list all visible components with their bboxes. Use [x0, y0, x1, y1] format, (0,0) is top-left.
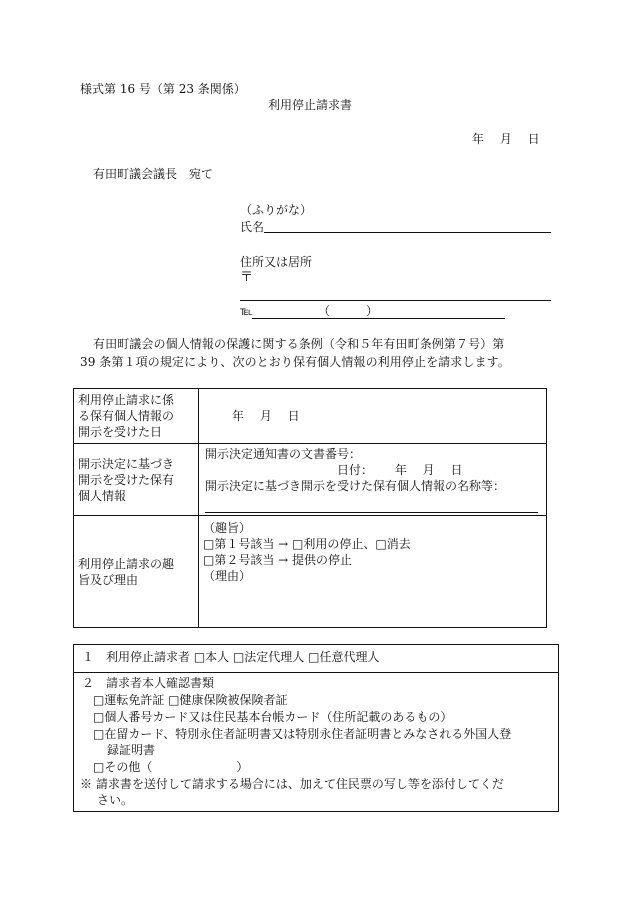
furigana-label: （ふりがな） — [240, 203, 313, 217]
id-doc-option-1[interactable]: □運転免許証 □健康保険被保険者証 — [93, 693, 288, 707]
id-doc-option-other[interactable]: □その他（ ） — [93, 760, 249, 774]
id-docs-title: ２ 請求者本人確認書類 — [82, 676, 215, 690]
id-doc-option-3[interactable]: □在留カード、特別永住者証明書又は特別永住者証明書とみなされる外国人登 — [93, 727, 512, 741]
requester-box — [73, 644, 559, 673]
page-title: 利用停止請求書 — [268, 98, 353, 112]
option-item-2[interactable]: □第２号該当 → 提供の停止 — [203, 553, 353, 567]
date-line: 年 月 日 — [472, 132, 540, 146]
form-number: 様式第 16 号（第 23 条関係） — [80, 82, 246, 96]
request-table — [73, 388, 547, 628]
id-doc-option-3-cont: 録証明書 — [107, 743, 156, 757]
address-field[interactable] — [240, 300, 551, 301]
doc-number-label: 開示決定通知書の文書番号： — [205, 447, 362, 461]
label-line: 個人情報 — [78, 488, 127, 503]
disclosed-date-value: 年 月 日 — [232, 409, 300, 423]
info-name-underline — [205, 512, 538, 513]
addressee: 有田町議会議長 宛て — [93, 167, 214, 181]
tel-field[interactable] — [252, 318, 505, 319]
label-line: 開示を受けた日 — [78, 425, 163, 439]
requester-line[interactable]: １ 利用停止請求者 □本人 □法定代理人 □任意代理人 — [82, 650, 380, 664]
table-row — [74, 444, 547, 516]
note-line-1: ※ 請求書を送付して請求する場合には、加えて住民票の写し等を添付してくだ — [80, 777, 504, 791]
personal-info-field[interactable] — [199, 444, 547, 516]
purpose-label: （趣旨） — [203, 521, 252, 535]
reason-label: （理由） — [203, 569, 252, 583]
postal-mark: 〒 — [240, 270, 254, 285]
tel-parens: （ ） — [318, 304, 379, 318]
notice-date-label: 日付： 年 月 日 — [337, 463, 463, 477]
option-item-1[interactable]: □第１号該当 → □利用の停止、□消去 — [203, 537, 411, 551]
info-name-label: 開示決定に基づき開示を受けた保有個人情報の名称等： — [205, 479, 506, 493]
name-field[interactable] — [264, 232, 551, 233]
label-line: 開示決定に基づき — [78, 456, 175, 471]
label-line: 利用停止請求に係 — [78, 393, 175, 407]
label-line: 開示を受けた保有 — [78, 472, 175, 487]
row-label-purpose-reason — [74, 516, 199, 628]
label-line: る保有個人情報の — [78, 409, 175, 423]
purpose-reason-field[interactable] — [199, 516, 547, 628]
id-docs-box — [73, 671, 559, 812]
address-label: 住所又は居所 — [240, 255, 313, 269]
id-doc-option-2[interactable]: □個人番号カード又は住民基本台帳カード（住所記載のあるもの） — [93, 710, 453, 724]
tel-label: ℡ — [240, 304, 253, 318]
name-label: 氏名 — [240, 220, 265, 234]
table-row — [74, 389, 547, 444]
note-line-2: さい。 — [97, 793, 134, 807]
row-label-personal-info — [74, 444, 199, 516]
intro-line-2: 39 条第１項の規定により、次のとおり保有個人情報の利用停止を請求します。 — [80, 355, 510, 369]
label-line: 利用停止請求の趣 — [78, 556, 175, 571]
table-row — [74, 516, 547, 628]
row-label-disclosed-date — [74, 389, 199, 444]
label-line: 旨及び理由 — [78, 572, 139, 587]
intro-line-1: 有田町議会の個人情報の保護に関する条例（令和５年有田町条例第７号）第 — [93, 337, 505, 351]
disclosed-date-field[interactable] — [199, 389, 547, 444]
